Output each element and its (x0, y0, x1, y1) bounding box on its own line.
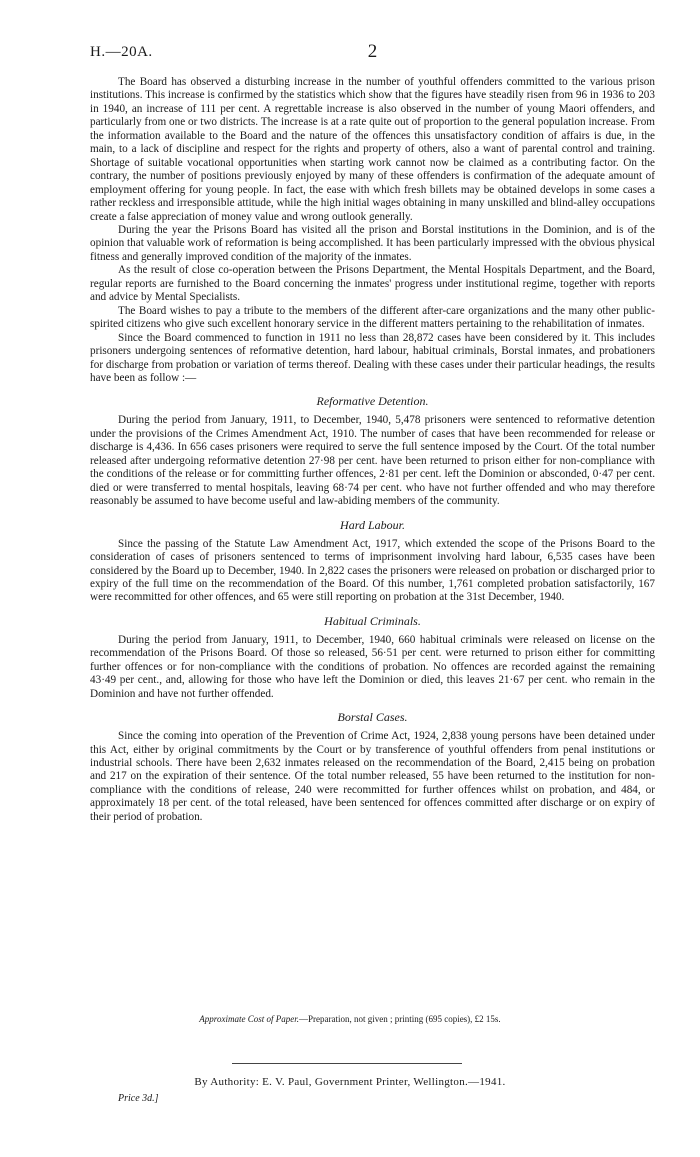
printer-authority: By Authority: E. V. Paul, Government Printer, Wellington.—1941. (194, 1076, 506, 1088)
section-paragraph-reformative-detention: During the period from January, 1911, to December, 1940, 5,478 prisoners were sentenced to reformative detention under the provisions of the Crimes Amendment Act, 1910. The number of cases that have been recommended for release or discharge is 4,436. In 656 cases prisoners were required to serve the full sentence imposed by the Court. Of the total number released after undergoing reformative detention 27·98 per cent. have been returned to prison either for non-compliance with the conditions of the release or for committing further offences, 2·81 per cent. left the Dominion or absconded, 0·47 per cent. died or were transferred to mental hospitals, leaving 68·74 per cent. who have not further offended and who may therefore reasonably be assumed to have become useful and law-abiding members of the community. (90, 414, 655, 508)
body-paragraph: As the result of close co-operation between the Prisons Department, the Mental Hospitals Department, and the Board, regular reports are furnished to the Board concerning the inmates' progress under institutional regime, together with reports and advice by Mental Specialists. (90, 264, 655, 304)
page-number: 2 (367, 41, 378, 62)
section-heading-borstal-cases: Borstal Cases. (337, 710, 408, 725)
cost-note-label: Approximate Cost of Paper. (199, 1014, 299, 1024)
document-body (90, 76, 655, 824)
section-heading-hard-labour: Hard Labour. (340, 517, 405, 532)
footer-divider (232, 1063, 462, 1064)
section-paragraph-borstal-cases: Since the coming into operation of the Prevention of Crime Act, 1924, 2,838 young persons have been detained under this Act, either by original commitments by the Court or by transference of youthful offenders from penal institutions or industrial schools. There have been 2,632 inmates released on the recommendation of the Board, 2,415 being on probation and 217 on the expiration of their sentence. Of the total number released, 55 have been returned to the institution for non-compliance with the conditions of release, 240 were recommitted for further offences whilst on probation, and 484, or approximately 18 per cent. of the total released, have been sentenced for offences committed after discharge or on expiry of their period of probation. (90, 730, 655, 823)
document-code: H.—20A. (90, 44, 153, 60)
body-paragraph: The Board wishes to pay a tribute to the members of the different after-care organizations and the many other public-spirited citizens who give such excellent honorary service in the different matters pertaining to the rehabilitation of inmates. (90, 304, 655, 331)
body-paragraph: Since the Board commenced to function in 1911 no less than 28,872 cases have been considered by it. This includes prisoners undergoing sentences of reformative detention, hard labour, habitual criminals, Borstal inmates, and probationers for discharge from probation or variation of terms thereof. Dealing with these cases under their particular headings, the results have been as follow :— (90, 331, 655, 384)
page-header (90, 41, 655, 66)
body-paragraph: The Board has observed a disturbing increase in the number of youthful offenders committed to the various prison institutions. This increase is confirmed by the statistics which show that the figures have steadily risen from 96 in 1936 to 203 in 1940, an increase of 111 per cent. A regrettable increase is also observed in the number of young Maori offenders, and particularly from one or two districts. The increase is at a rate quite out of proportion to the general population increase. From the information available to the Board and the nature of the offences this unsatisfactory condition of affairs is due, in the main, to a lack of discipline and respect for the rights and property of others, also a want of parental control and training. Shortage of suitable vocational opportunities when starting work cannot now be claimed as a contributing factor. On the contrary, the number of positions previously enjoyed by many of these offenders is confirmation of the adequate amount of employment offering for young people. In fact, the ease with which fresh billets may be obtained develops in some cases a rather reckless and irresponsible attitude, while the high initial wages obtaining in many unskilled and blind-alley occupations create a false appreciation of money value and wrong outlook generally. (90, 76, 655, 223)
section-paragraph-hard-labour: Since the passing of the Statute Law Amendment Act, 1917, which extended the scope of the Prisons Board to the consideration of cases of prisoners sentenced to terms of imprisonment involving hard labour, 6,535 cases have been considered by the Board up to December, 1940. In 2,822 cases the prisoners were released on probation or discharged prior to expiry of the full time on the recommendation of the Board. Of this number, 1,761 completed probation satisfactorily, 167 were recommitted for other offences, and 65 were still reporting on probation at the 31st December, 1940. (90, 537, 655, 604)
cost-note-text: —Preparation, not given ; printing (695 copies), £2 15s. (298, 1014, 501, 1024)
price-note: Price 3d.] (118, 1093, 159, 1104)
section-paragraph-habitual-criminals: During the period from January, 1911, to December, 1940, 660 habitual criminals were released on license on the recommendation of the Prisons Board. Of those so released, 56·51 per cent. were returned to prison either for committing further offences or for non-compliance with the conditions of probation. No offences are recorded against the remaining 43·49 per cent., and, allowing for those who have left the Dominion or died, this leaves 21·67 per cent. who remain in the Dominion and have not further offended. (90, 633, 655, 700)
section-heading-reformative-detention: Reformative Detention. (316, 394, 429, 409)
cost-note (0, 1014, 700, 1024)
body-paragraph: During the year the Prisons Board has visited all the prison and Borstal institutions in the Dominion, and is of the opinion that valuable work of reformation is being accomplished. It has been particularly impressed with the obvious physical fitness and generally improved condition of the majority of the inmates. (90, 223, 655, 263)
section-heading-habitual-criminals: Habitual Criminals. (324, 613, 421, 628)
